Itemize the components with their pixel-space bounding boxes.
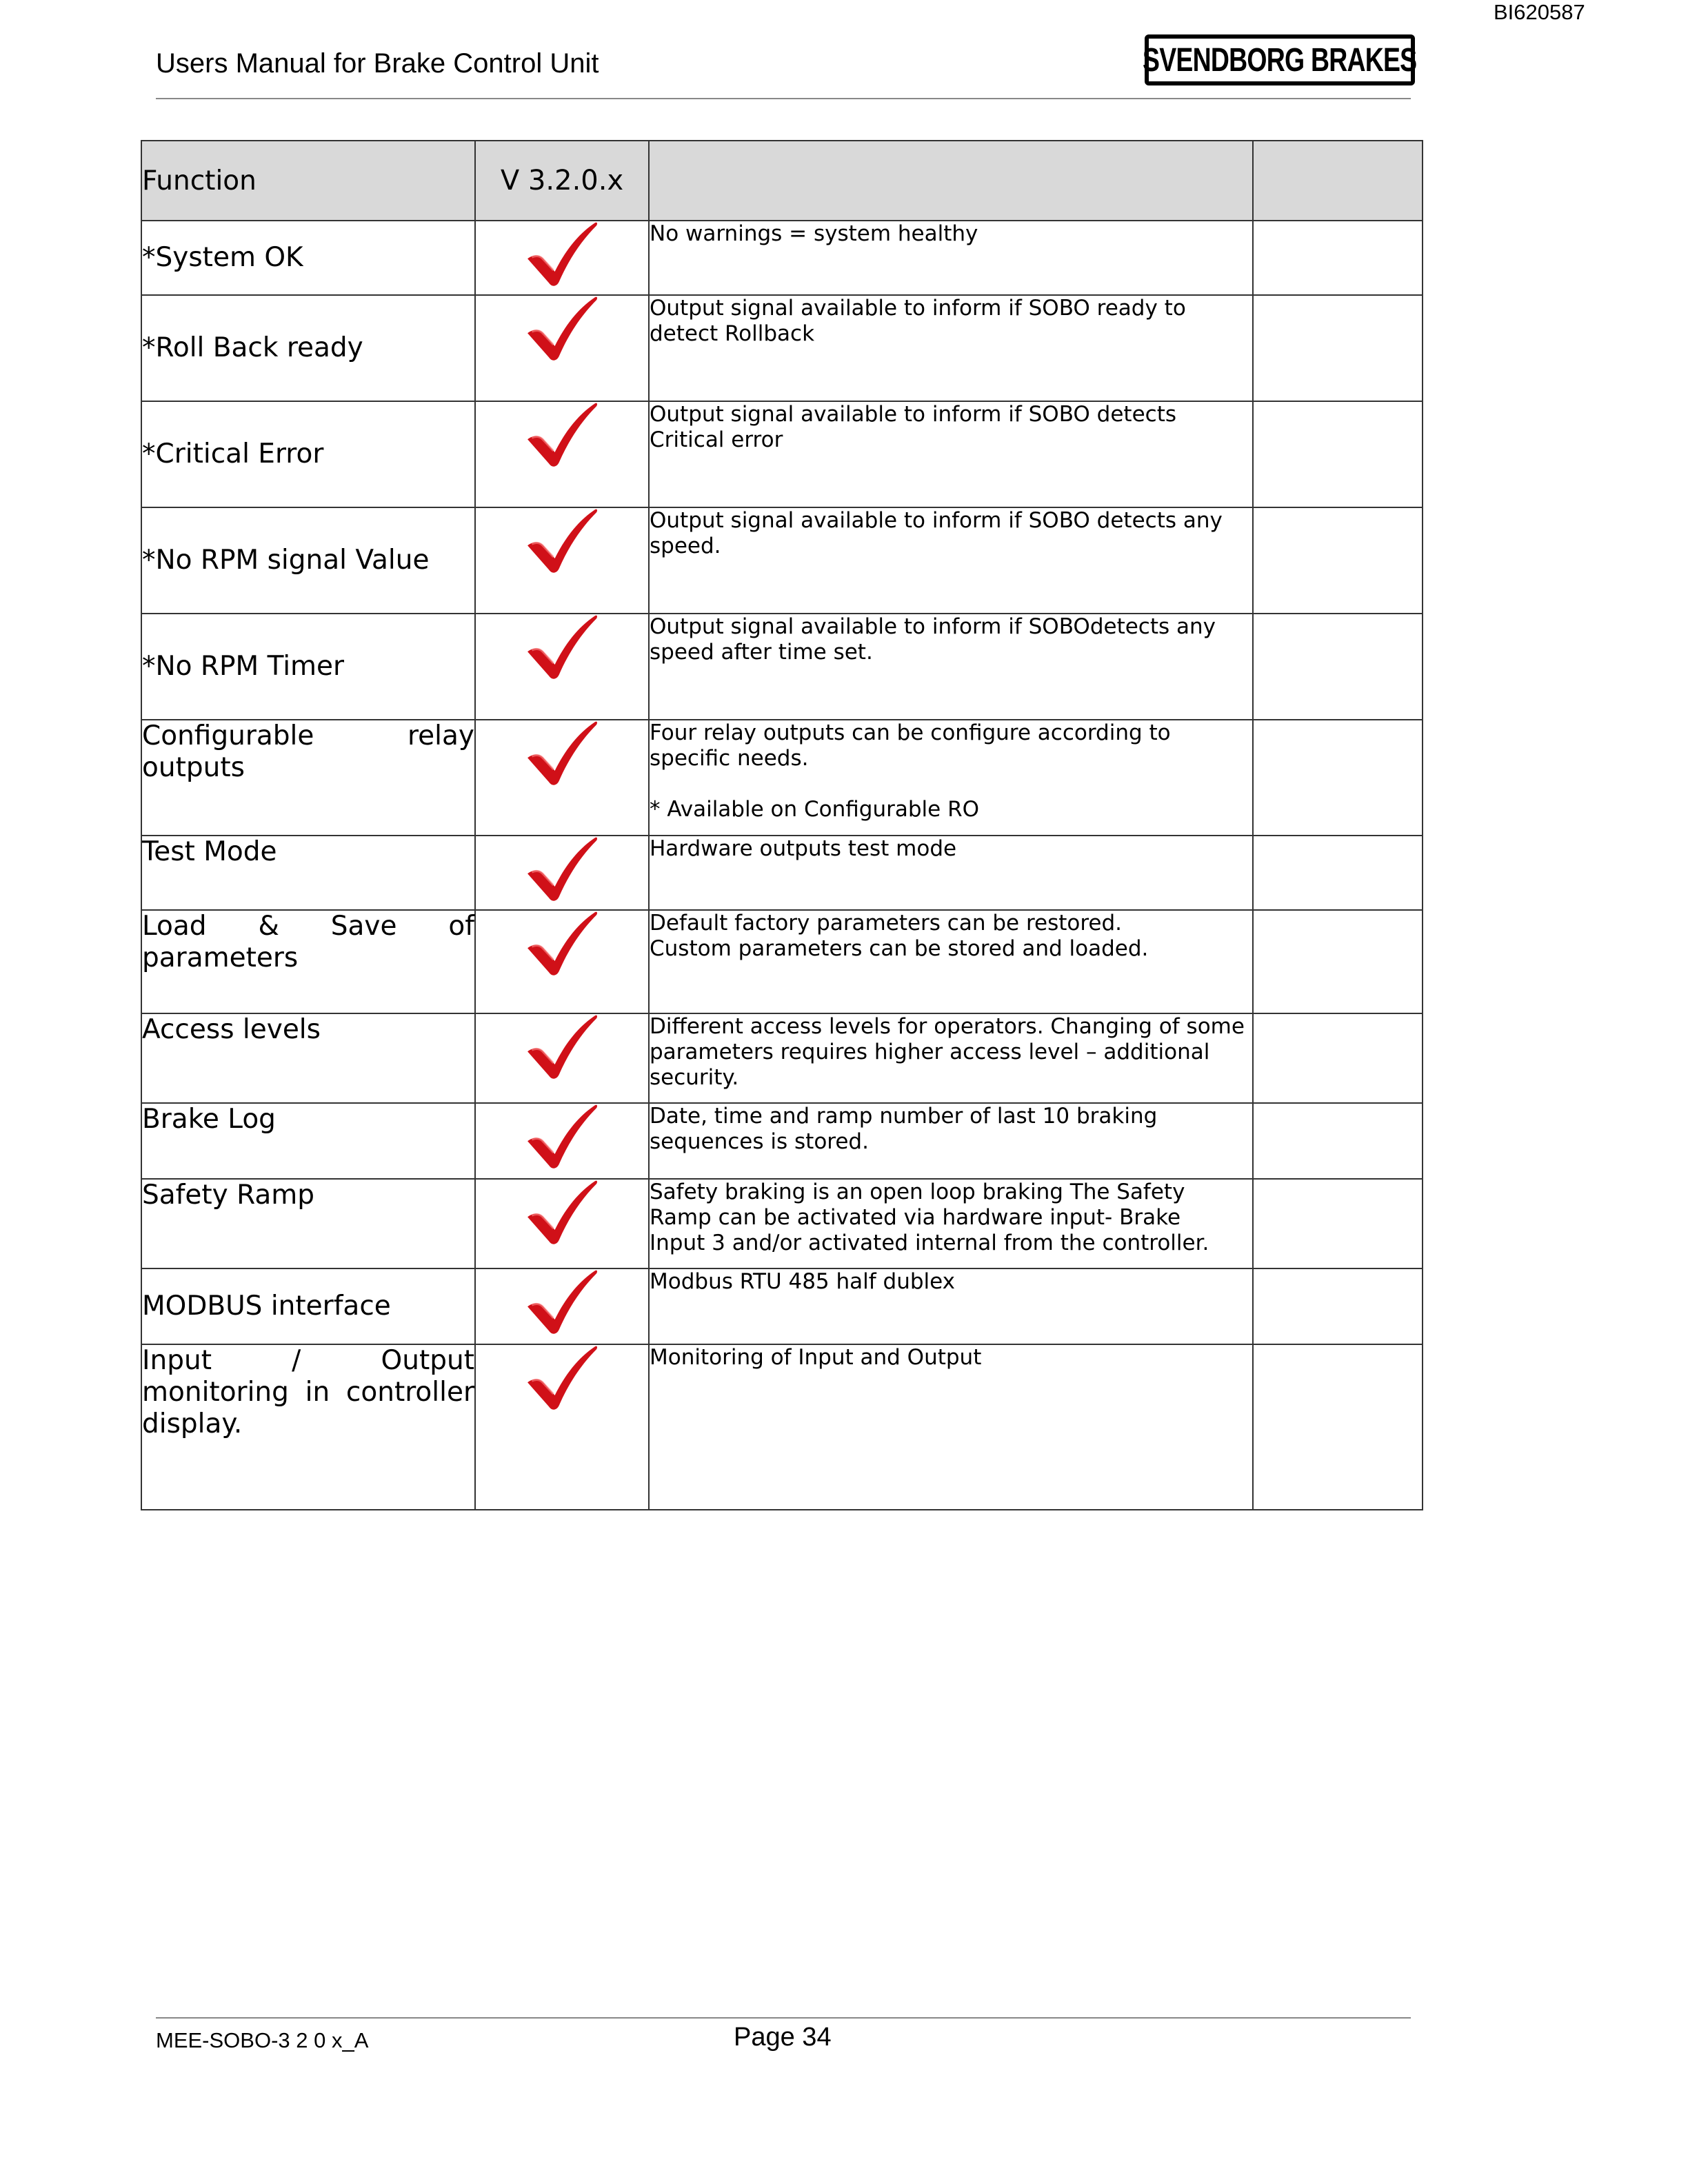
- extra-cell: [1253, 401, 1423, 507]
- description-cell: [649, 1013, 1253, 1103]
- version-cell: [475, 1344, 649, 1510]
- description-line: Output signal available to inform if SOBO detects: [650, 402, 1176, 427]
- description-line: sequences is stored.: [650, 1129, 869, 1154]
- checkmark-icon: [526, 1104, 598, 1170]
- checkmark-icon: [526, 1180, 598, 1246]
- table-row: [141, 1268, 1423, 1344]
- table-row: [141, 507, 1423, 614]
- function-cell: Brake Log: [141, 1103, 475, 1179]
- table-row: [141, 1344, 1423, 1510]
- description-line: Modbus RTU 485 half dublex: [650, 1269, 956, 1294]
- table-row: [141, 720, 1423, 836]
- extra-cell: [1253, 836, 1423, 910]
- document-code: MEE-SOBO-3 2 0 x_A: [156, 2028, 369, 2052]
- description-line: Different access levels for operators. Changing of some: [650, 1014, 1245, 1039]
- version-cell: [475, 1268, 649, 1344]
- extra-cell: [1253, 507, 1423, 614]
- table-row: [141, 401, 1423, 507]
- extra-cell: [1253, 614, 1423, 720]
- extra-cell: [1253, 221, 1423, 295]
- description-line: Hardware outputs test mode: [650, 836, 957, 861]
- description-cell: [649, 401, 1253, 507]
- table-row: [141, 910, 1423, 1013]
- description-cell: [649, 1268, 1253, 1344]
- function-cell: Access levels: [141, 1013, 475, 1103]
- extra-cell: [1253, 1344, 1423, 1510]
- description-line: security.: [650, 1065, 739, 1090]
- description-line: [650, 771, 1252, 797]
- version-cell: [475, 910, 649, 1013]
- document-id: BI620587: [1494, 0, 1585, 24]
- table-row: [141, 295, 1423, 401]
- header-rule: [156, 98, 1411, 99]
- version-cell: [475, 221, 649, 295]
- description-line: specific needs.: [650, 746, 809, 771]
- table-header-row: [141, 141, 1423, 221]
- manual-title: Users Manual for Brake Control Unit: [156, 48, 599, 79]
- version-cell: [475, 614, 649, 720]
- header-description: [649, 141, 1253, 221]
- description-line: Critical error: [650, 427, 783, 452]
- header-version: V 3.2.0.x: [475, 141, 649, 221]
- checkmark-icon: [526, 1345, 598, 1411]
- table-row: [141, 836, 1423, 910]
- extra-cell: [1253, 1103, 1423, 1179]
- checkmark-icon: [526, 720, 598, 787]
- table-row: [141, 1179, 1423, 1268]
- extra-cell: [1253, 1179, 1423, 1268]
- description-cell: [649, 836, 1253, 910]
- description-line: Output signal available to inform if SOBO ready to: [650, 296, 1186, 321]
- description-cell: [649, 295, 1253, 401]
- table-row: [141, 1103, 1423, 1179]
- table-row: [141, 614, 1423, 720]
- version-cell: [475, 720, 649, 836]
- description-line: speed.: [650, 534, 721, 558]
- table-row: [141, 1013, 1423, 1103]
- function-cell: Load & Save of parameters: [141, 910, 475, 1013]
- checkmark-icon: [526, 296, 598, 362]
- description-cell: [649, 507, 1253, 614]
- function-cell: Test Mode: [141, 836, 475, 910]
- version-cell: [475, 295, 649, 401]
- version-cell: [475, 507, 649, 614]
- function-cell: *System OK: [141, 221, 475, 295]
- footer-rule: [156, 2017, 1411, 2019]
- version-cell: [475, 1103, 649, 1179]
- function-cell: *Roll Back ready: [141, 295, 475, 401]
- checkmark-icon: [526, 221, 598, 287]
- version-cell: [475, 836, 649, 910]
- description-line: Monitoring of Input and Output: [650, 1345, 982, 1370]
- function-cell: *Critical Error: [141, 401, 475, 507]
- header-function: Function: [141, 141, 475, 221]
- checkmark-icon: [526, 1014, 598, 1080]
- function-table: [141, 140, 1423, 1510]
- function-cell: MODBUS interface: [141, 1268, 475, 1344]
- checkmark-icon: [526, 836, 598, 902]
- checkmark-icon: [526, 614, 598, 680]
- extra-cell: [1253, 295, 1423, 401]
- description-line: Date, time and ramp number of last 10 braking: [650, 1104, 1158, 1129]
- description-cell: [649, 1179, 1253, 1268]
- version-cell: [475, 1179, 649, 1268]
- function-cell: Input / Output monitoring in controller display.: [141, 1344, 475, 1510]
- function-cell: *No RPM signal Value: [141, 507, 475, 614]
- description-cell: [649, 720, 1253, 836]
- description-line: Safety braking is an open loop braking The Safety: [650, 1180, 1185, 1204]
- description-line: Output signal available to inform if SOBO detects any: [650, 508, 1223, 533]
- extra-cell: [1253, 910, 1423, 1013]
- extra-cell: [1253, 1013, 1423, 1103]
- logo-text: SVENDBORG BRAKES: [1143, 41, 1417, 79]
- description-line: Input 3 and/or activated internal from the controller.: [650, 1231, 1209, 1255]
- description-cell: [649, 1344, 1253, 1510]
- description-line: * Available on Configurable RO: [650, 797, 980, 822]
- table-row: [141, 221, 1423, 295]
- description-line: Ramp can be activated via hardware input- Brake: [650, 1205, 1181, 1230]
- description-cell: [649, 614, 1253, 720]
- description-line: No warnings = system healthy: [650, 221, 978, 246]
- description-line: Output signal available to inform if SOBOdetects any: [650, 614, 1216, 639]
- checkmark-icon: [526, 1269, 598, 1335]
- checkmark-icon: [526, 402, 598, 468]
- version-cell: [475, 401, 649, 507]
- description-line: Custom parameters can be stored and loaded.: [650, 936, 1149, 961]
- svendborg-brakes-logo: [1145, 34, 1415, 85]
- function-cell: Configurable relay outputs: [141, 720, 475, 836]
- checkmark-icon: [526, 508, 598, 574]
- function-cell: *No RPM Timer: [141, 614, 475, 720]
- description-line: parameters requires higher access level – additional: [650, 1040, 1210, 1064]
- description-line: speed after time set.: [650, 640, 873, 665]
- version-cell: [475, 1013, 649, 1103]
- extra-cell: [1253, 720, 1423, 836]
- function-cell: Safety Ramp: [141, 1179, 475, 1268]
- description-line: detect Rollback: [650, 321, 815, 346]
- description-cell: [649, 1103, 1253, 1179]
- description-cell: [649, 910, 1253, 1013]
- page-number: Page 34: [734, 2023, 832, 2052]
- description-line: Four relay outputs can be configure according to: [650, 720, 1171, 745]
- extra-cell: [1253, 1268, 1423, 1344]
- checkmark-icon: [526, 911, 598, 977]
- description-line: Default factory parameters can be restored.: [650, 911, 1123, 936]
- description-cell: [649, 221, 1253, 295]
- header-extra: [1253, 141, 1423, 221]
